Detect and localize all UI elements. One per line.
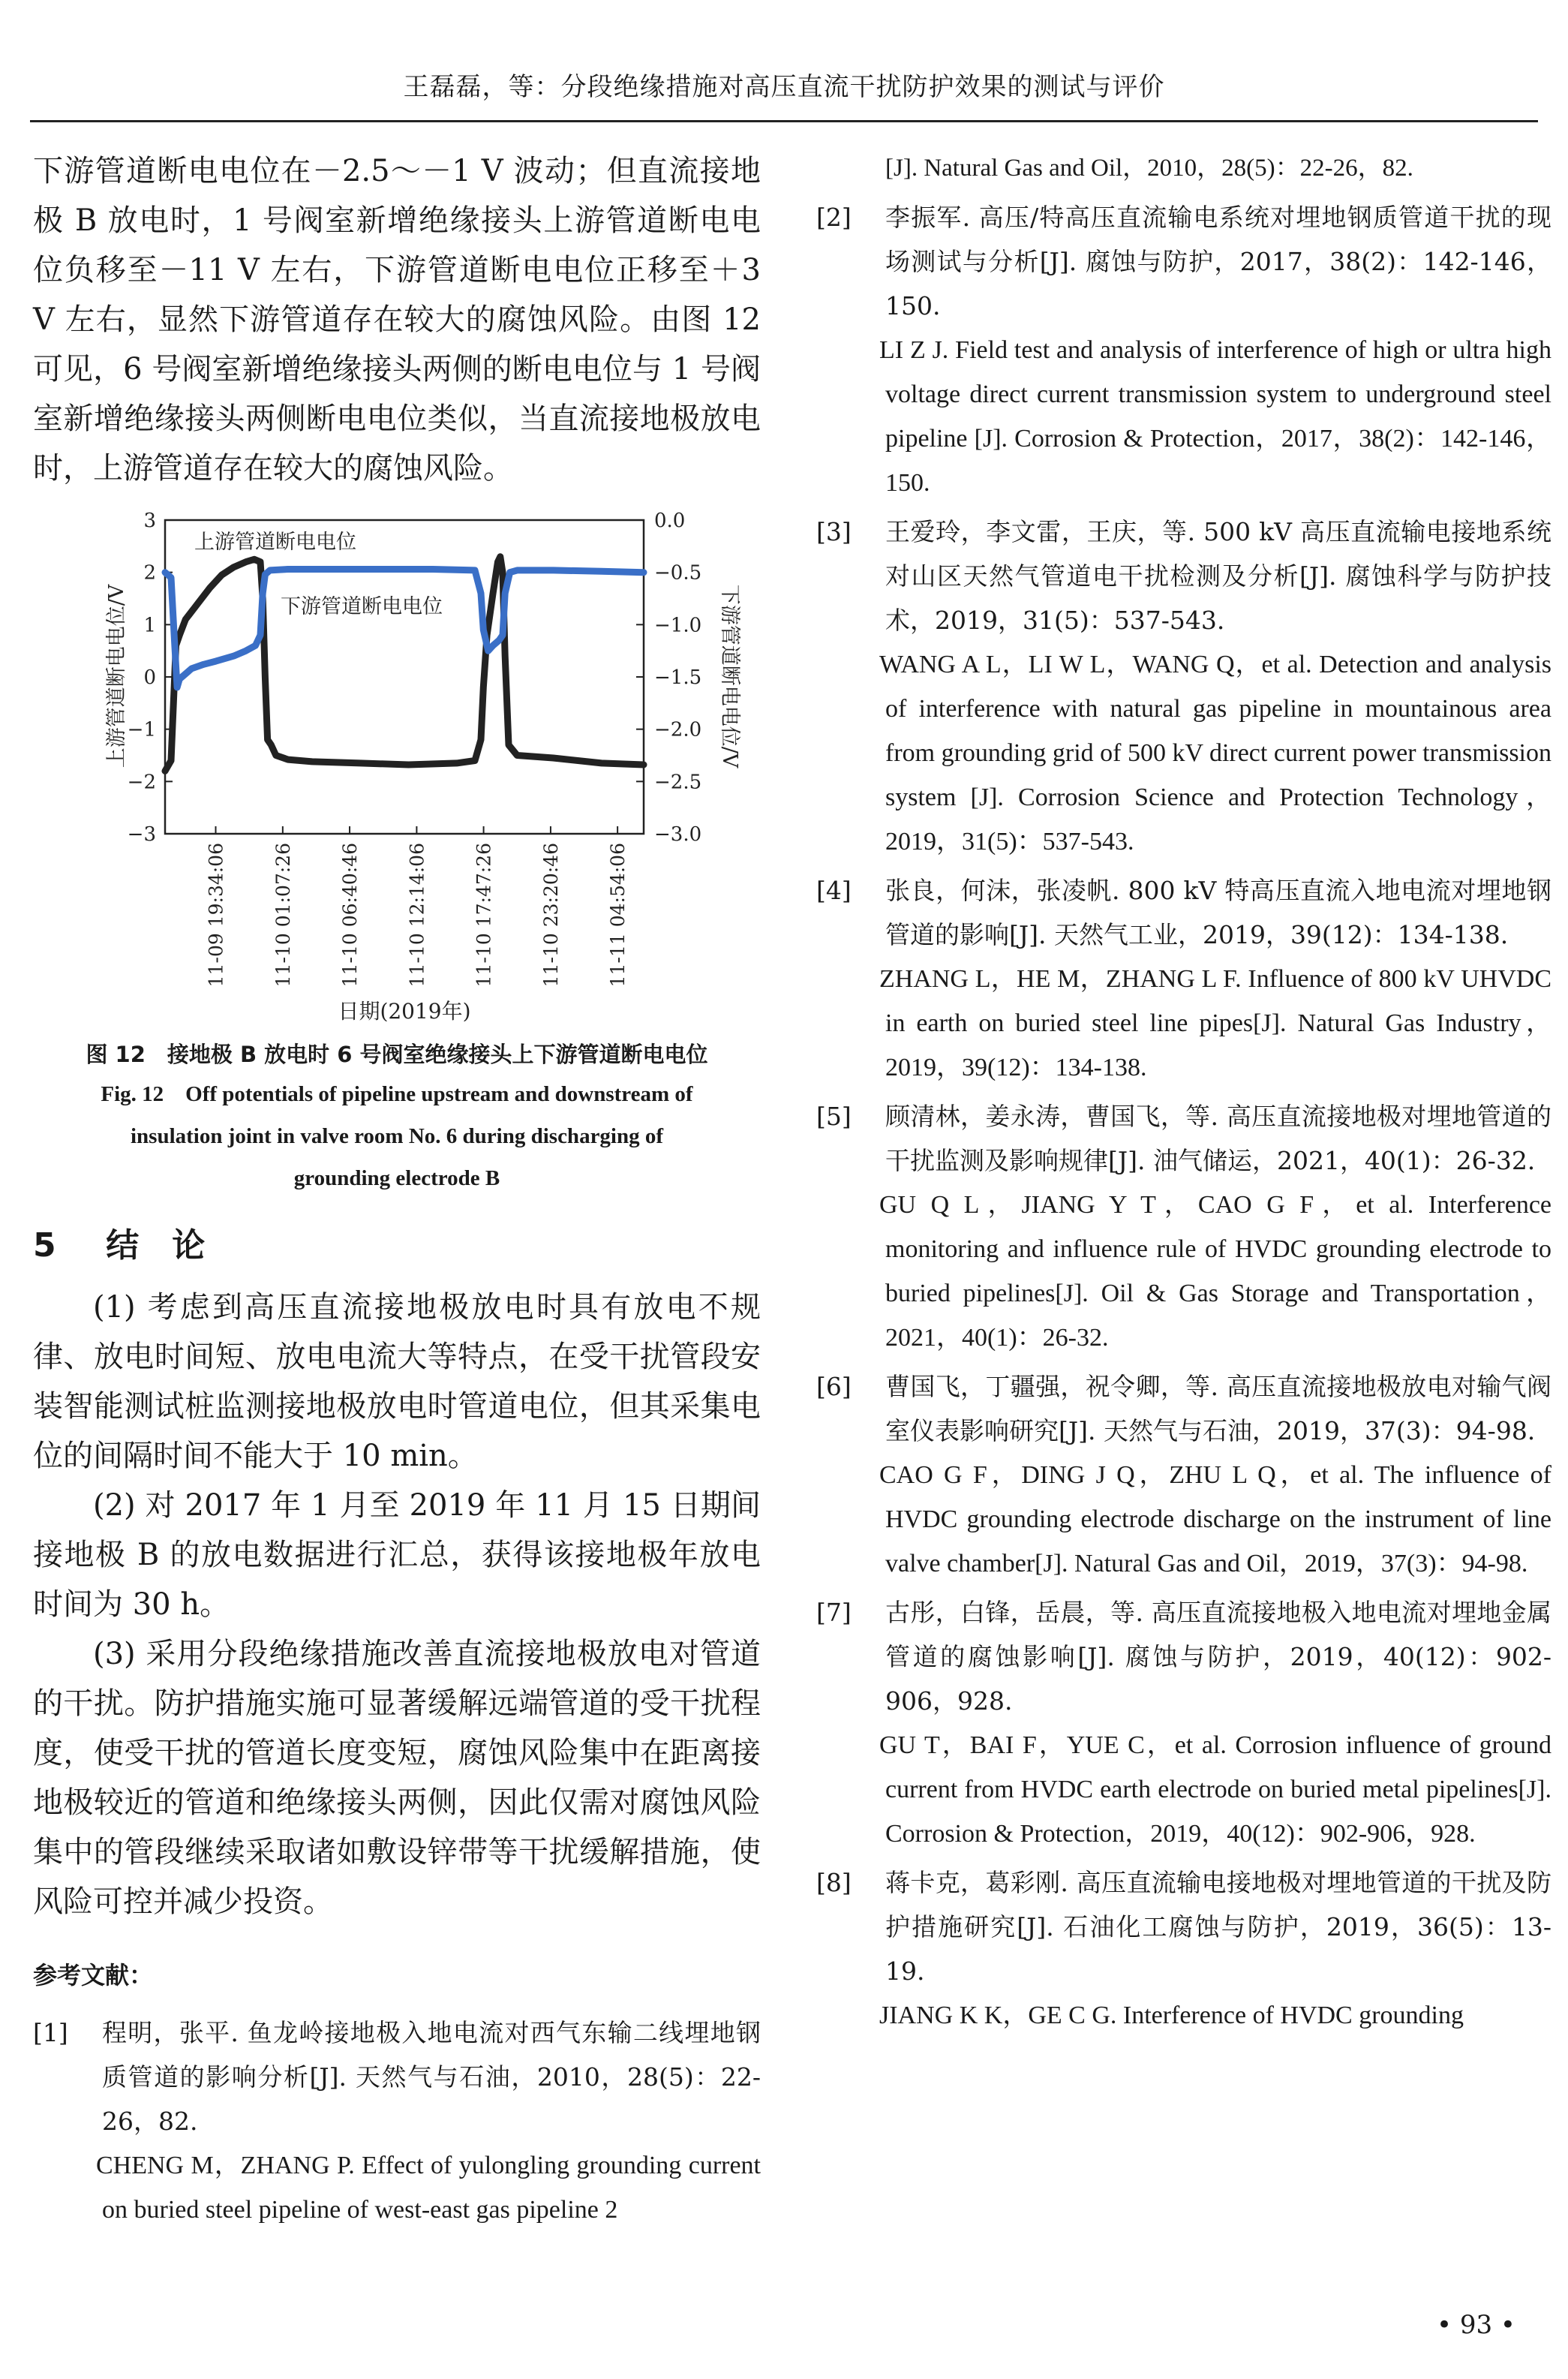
page-number: • 93 • [1437,2310,1515,2340]
right-y-tick-label: −2.5 [654,771,702,794]
right-y-tick-label: −2.0 [654,718,702,741]
reference-item [816,1590,1551,1856]
reference-en: CAO G F，DING J Q，ZHU L Q，et al. The influence of HVDC grounding electrode discharge on the instrument of line valve chamber[J]. Natural Gas and Oil，2019，37(3)：94-98. [879,1461,1551,1577]
x-tick-label: 11-10 12:14:06 [406,843,428,988]
conclusion-2: (2) 对 2017 年 1 月至 2019 年 11 月 15 日期间接地极 B 的放电数据进行汇总，获得该接地极年放电时间为 30 h。 [33,1488,761,1622]
figure-caption-en-line-1: Fig. 12 Off potentials of pipeline upstream and downstream of [101,1082,693,1106]
reference-item [816,868,1551,1090]
left-y-tick-label: −2 [127,771,156,794]
right-y-tick-label: −1.5 [654,666,702,689]
section-heading [33,1218,761,1266]
reference-en: ZHANG L，HE M，ZHANG L F. Influence of 800 kV UHVDC in earth on buried steel line pipes[J]. Natural Gas Industry，2019，39(12)：134-138. [879,965,1551,1081]
right-column [816,146,1551,2042]
header-rule [30,120,1538,122]
section-number: 5 [33,1226,56,1265]
x-tick-label: 11-09 19:34:06 [205,843,227,988]
x-tick-label: 11-10 23:20:46 [539,843,562,988]
x-tick-label: 11-10 17:47:26 [473,843,495,988]
reference-en: JIANG K K，GE C G. Interference of HVDC grounding [879,2002,1464,2029]
right-y-tick-label: 0.0 [654,510,686,532]
reference-en: WANG A L，LI W L，WANG Q，et al. Detection and analysis of interference with natural gas pipeline in mountainous area from grounding grid of 500 kV direct current power transmission system [J]. Corrosion Science and Protection Technology，2019，31(5)：537-543. [879,651,1551,856]
reference-cn: 李振军. 高压/特高压直流输电系统对埋地钢质管道干扰的现场测试与分析[J]. 腐蚀与防护，2017，38(2)：142-146，150. [885,203,1551,320]
reference-cn: 王爱玲，李文雷，王庆，等. 500 kV 高压直流输电接地系统对山区天然气管道电干扰检测及分析[J]. 腐蚀科学与防护技术，2019，31(5)：537-543. [885,517,1551,635]
conclusion-3: (3) 采用分段绝缘措施改善直流接地极放电对管道的干扰。防护措施实施可显著缓解远端管道的受干扰程度，使受干扰的管道长度变短，腐蚀风险集中在距离接地极较近的管道和绝缘接头两侧，因此仅需对腐蚀风险集中的管段继续采取诸如敷设锌带等干扰缓解措施，使风险可控并减少投资。 [33,1637,761,1919]
reference-cn: 曹国飞，丁疆强，祝令卿，等. 高压直流接地极放电对输气阀室仪表影响研究[J]. 天然气与石油，2019，37(3)：94-98. [885,1372,1551,1445]
upstream-off-potential-line [165,557,644,771]
reference-en: CHENG M，ZHANG P. Effect of yulongling grounding current on buried steel pipeline of west-east gas pipeline 2 [96,2152,761,2224]
figure-caption-en [33,1073,761,1199]
series-group [165,557,644,771]
figure-caption-en-line-3: grounding electrode B [293,1166,500,1190]
intro-paragraph: 下游管道断电电位在－2.5～－1 V 波动；但直流接地极 B 放电时，1 号阀室新增绝缘接头上游管道断电电位负移至－11 V 左右，下游管道断电电位正移至＋3 V 左右，显然下游管道存在较大的腐蚀风险。由图 12 可见，6 号阀室新增绝缘接头两侧的断电电位与 1 号阀室新增绝缘接头两侧断电电位类似，当直流接地极放电时，上游管道存在较大的腐蚀风险。 [33,154,761,486]
figure-caption-en-line-2: insulation joint in valve room No. 6 during discharging of [130,1124,664,1148]
reference-number: [1] [33,2018,68,2047]
left-y-tick-label: 1 [143,614,156,637]
x-axis-label: 日期(2019年) [338,999,471,1024]
section-title: 结 论 [106,1226,206,1265]
x-tick-label: 11-10 06:40:46 [339,843,362,988]
right-y-tick-label: −3.0 [654,823,702,846]
reference-item [816,1094,1551,1360]
reference-cn: 蒋卡克，葛彩刚. 高压直流输电接地极对埋地管道的干扰及防护措施研究[J]. 石油化工腐蚀与防护，2019，36(5)：13-19. [885,1868,1551,1986]
reference-item [816,510,1551,864]
reference-number: [4] [816,876,852,905]
reference-item [33,2011,761,2232]
left-column [33,146,761,2236]
reference-item [816,1860,1551,2038]
reference-en: LI Z J. Field test and analysis of interference of high or ultra high voltage direct current transmission system to underground steel pipeline [J]. Corrosion & Protection，2017，38(2)：142-146，150. [879,336,1551,497]
reference-cn: 程明，张平. 鱼龙岭接地极入地电流对西气东输二线埋地钢质管道的影响分析[J]. 天然气与石油，2010，28(5)：22-26，82. [102,2018,761,2136]
reference-item [816,195,1551,505]
reference-number: [7] [816,1598,852,1627]
reference-cn: 顾清林，姜永涛，曹国飞，等. 高压直流接地极对埋地管道的干扰监测及影响规律[J]. 油气储运，2021，40(1)：26-32. [885,1102,1551,1175]
reference-item [816,1364,1551,1586]
figure-caption-cn: 图 12 接地极 B 放电时 6 号阀室绝缘接头上下游管道断电电位 [86,1042,708,1067]
chart-svg [33,504,761,1029]
left-y-tick-label: −3 [127,823,156,846]
right-y-ticks [636,510,701,846]
right-y-tick-label: −0.5 [654,561,702,585]
x-ticks [205,826,629,987]
right-y-axis-label: 下游管道断电电位/V [718,584,741,768]
left-y-tick-label: −1 [127,718,156,741]
figure-12 [33,504,761,1190]
reference-number: [5] [816,1102,852,1131]
reference-number: [2] [816,203,852,232]
upstream-annotation: 上游管道断电电位 [194,531,356,554]
reference-number: [3] [816,517,852,546]
downstream-off-potential-line [165,570,644,687]
running-header: 王磊磊，等：分段绝缘措施对高压直流干扰防护效果的测试与评价 [403,72,1165,102]
references-heading: 参考文献： [33,1961,154,1990]
conclusion-1: (1) 考虑到高压直流接地极放电时具有放电不规律、放电时间短、放电电流大等特点，在受干扰管段安装智能测试桩监测接地极放电时管道电位，但其采集电位的间隔时间不能大于 10 min。 [33,1290,761,1473]
reference-continuation: [J]. Natural Gas and Oil，2010，28(5)：22-26，82. [885,155,1413,182]
reference-number: [8] [816,1868,852,1897]
reference-number: [6] [816,1372,852,1401]
reference-en: GU Q L，JIANG Y T，CAO G F，et al. Interference monitoring and influence rule of HVDC grounding electrode to buried pipelines[J]. Oil & Gas Storage and Transportation，2021，40(1)：26-32. [879,1191,1551,1352]
left-y-tick-label: 0 [143,666,156,689]
x-tick-label: 11-11 04:54:06 [607,843,629,988]
left-y-tick-label: 3 [143,510,156,532]
right-y-tick-label: −1.0 [654,614,702,637]
x-tick-label: 11-10 01:07:26 [272,843,294,988]
reference-en: GU T，BAI F，YUE C，et al. Corrosion influence of ground current from HVDC earth electrode on buried metal pipelines[J]. Corrosion & Protection，2019，40(12)：902-906，928. [879,1731,1551,1848]
left-y-axis-label: 上游管道断电电位/V [105,584,128,768]
reference-cn: 张良，何沫，张凌帆. 800 kV 特高压直流入地电流对埋地钢管道的影响[J]. 天然气工业，2019，39(12)：134-138. [885,876,1551,949]
left-y-tick-label: 2 [143,561,156,585]
downstream-annotation: 下游管道断电电位 [281,595,443,618]
reference-cn: 古彤，白锋，岳晨，等. 高压直流接地极入地电流对埋地金属管道的腐蚀影响[J]. 腐蚀与防护，2019，40(12)：902-906，928. [885,1598,1551,1716]
